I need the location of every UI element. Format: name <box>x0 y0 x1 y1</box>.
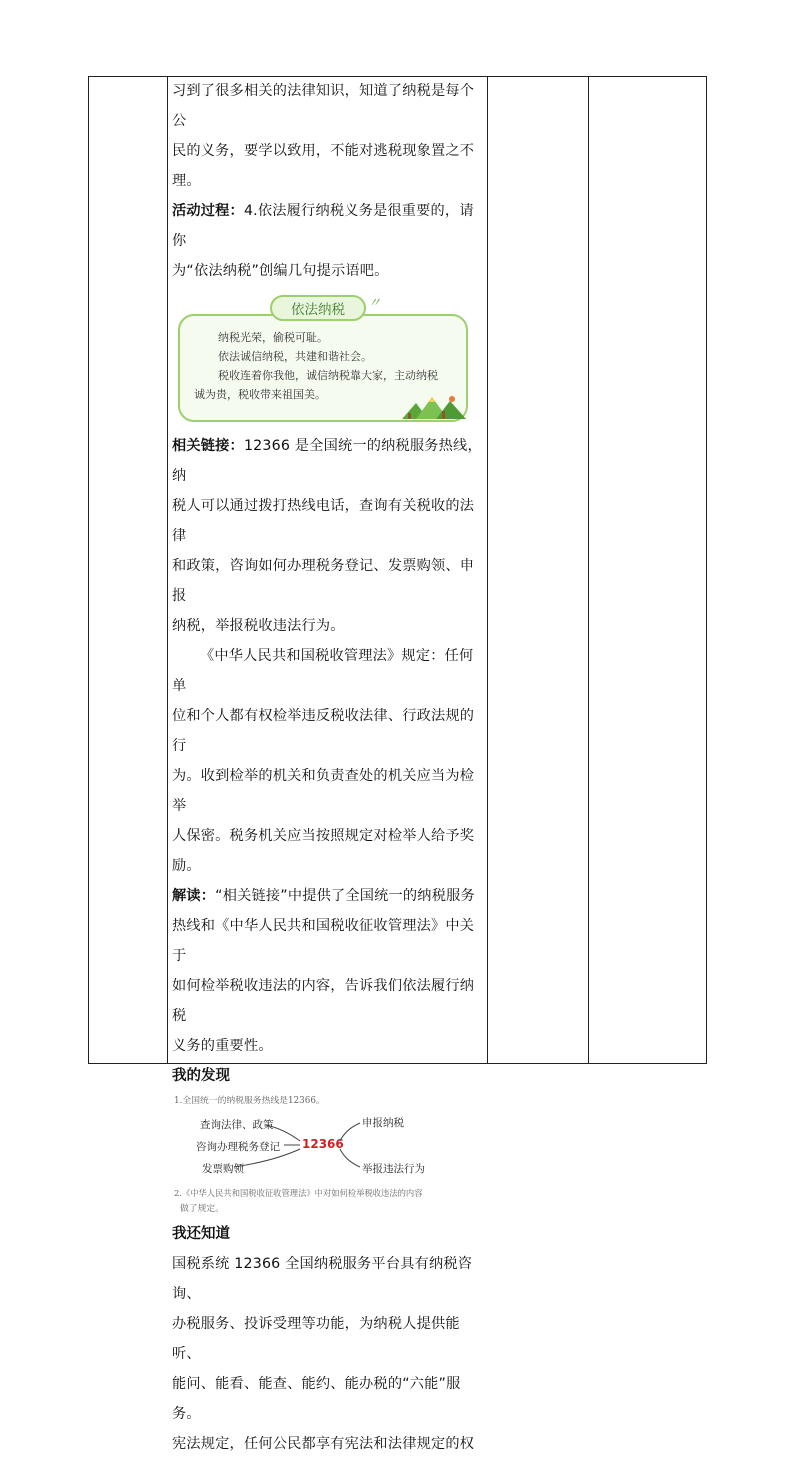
text-line: 热线和《中华人民共和国税收征收管理法》中关于 <box>172 918 475 964</box>
slogan-card <box>174 292 472 427</box>
text-line: 纳税，举报税收违法行为。 <box>172 618 345 634</box>
diagram-note: 1.全国统一的纳税服务热线是12366。 <box>174 1096 325 1106</box>
diagram-right-item: 申报纳税 <box>362 1117 404 1129</box>
diagram-left-item: 发票购领 <box>202 1163 244 1175</box>
text-line: 位和个人都有权检举违反税收法律、行政法规的行 <box>172 708 475 754</box>
related-link-label: 相关链接： <box>172 438 244 454</box>
diagram-note: 做了规定。 <box>180 1204 224 1214</box>
quote-mark-icon: 〃 <box>368 296 382 311</box>
activity-label: 活动过程： <box>172 203 244 219</box>
diagram-note: 2.《中华人民共和国税收征收管理法》中对如何检举税收违法的内容 <box>174 1188 423 1198</box>
text-line: 为“依法纳税”创编几句提示语吧。 <box>172 263 389 279</box>
text-line: 《中华人民共和国税收管理法》规定：任何单 <box>172 648 474 694</box>
text-line: 宪法规定，任何公民都享有宪法和法律规定的权 <box>172 1436 475 1452</box>
text-line: 和政策，咨询如何办理税务登记、发票购领、申报 <box>172 558 475 604</box>
slogan-line: 依法诚信纳税，共建和谐社会。 <box>218 350 372 363</box>
text-line: 义务的重要性。 <box>172 1038 273 1054</box>
discovery-heading: 我的发现 <box>172 1068 230 1084</box>
slogan-line: 纳税光荣，偷税可耻。 <box>218 331 328 344</box>
column-divider-3 <box>588 77 589 1063</box>
column-divider-1 <box>167 77 168 1063</box>
text-line: 民的义务，要学以致用，不能对逃税现象置之不理。 <box>172 143 475 189</box>
slogan-line: 税收连着你我他，诚信纳税靠大家，主动纳税 <box>218 369 438 382</box>
discovery-diagram <box>174 1093 474 1217</box>
text-line: 人保密。税务机关应当按照规定对检举人给予奖 <box>172 828 475 844</box>
diagram-left-item: 咨询办理税务登记 <box>196 1141 280 1153</box>
diagram-left-item: 查询法律、政策 <box>200 1119 274 1131</box>
interpretation-paragraph <box>172 881 484 911</box>
interpretation-label: 解读： <box>172 888 216 904</box>
text-line: 能问、能看、能查、能约、能办税的“六能”服务。 <box>172 1376 461 1422</box>
hotline-hub: 12366 <box>302 1137 344 1151</box>
also-know-heading: 我还知道 <box>172 1226 230 1242</box>
text-line: 如何检举税收违法的内容，告诉我们依法履行纳税 <box>172 978 475 1024</box>
diagram-right-item: 举报违法行为 <box>362 1163 425 1175</box>
column-divider-2 <box>487 77 488 1063</box>
text-line: 办税服务、投诉受理等功能，为纳税人提供能听、 <box>172 1316 460 1362</box>
landscape-icon <box>402 389 466 419</box>
text-line: 为。收到检举的机关和负责查处的机关应当为检举 <box>172 768 475 814</box>
activity-cell <box>172 76 484 1459</box>
text-line: 4.依法履行纳税义务是很重要的，请你 <box>172 203 474 249</box>
slogan-card-title: 依法纳税 <box>270 295 366 321</box>
text-line: 税人可以通过拨打热线电话，查询有关税收的法律 <box>172 498 475 544</box>
text-line: 习到了很多相关的法律知识，知道了纳税是每个公 <box>172 83 475 129</box>
related-link-paragraph <box>172 431 484 491</box>
text-line: 12366 是全国统一的纳税服务热线，纳 <box>172 438 482 484</box>
text-line: 国税系统 12366 全国纳税服务平台具有纳税咨询、 <box>172 1256 473 1302</box>
text-line: 励。 <box>172 858 201 874</box>
activity-paragraph <box>172 196 484 256</box>
text-line: “相关链接”中提供了全国统一的纳税服务 <box>215 888 475 904</box>
slogan-line: 诚为贵，税收带来祖国美。 <box>194 388 326 401</box>
